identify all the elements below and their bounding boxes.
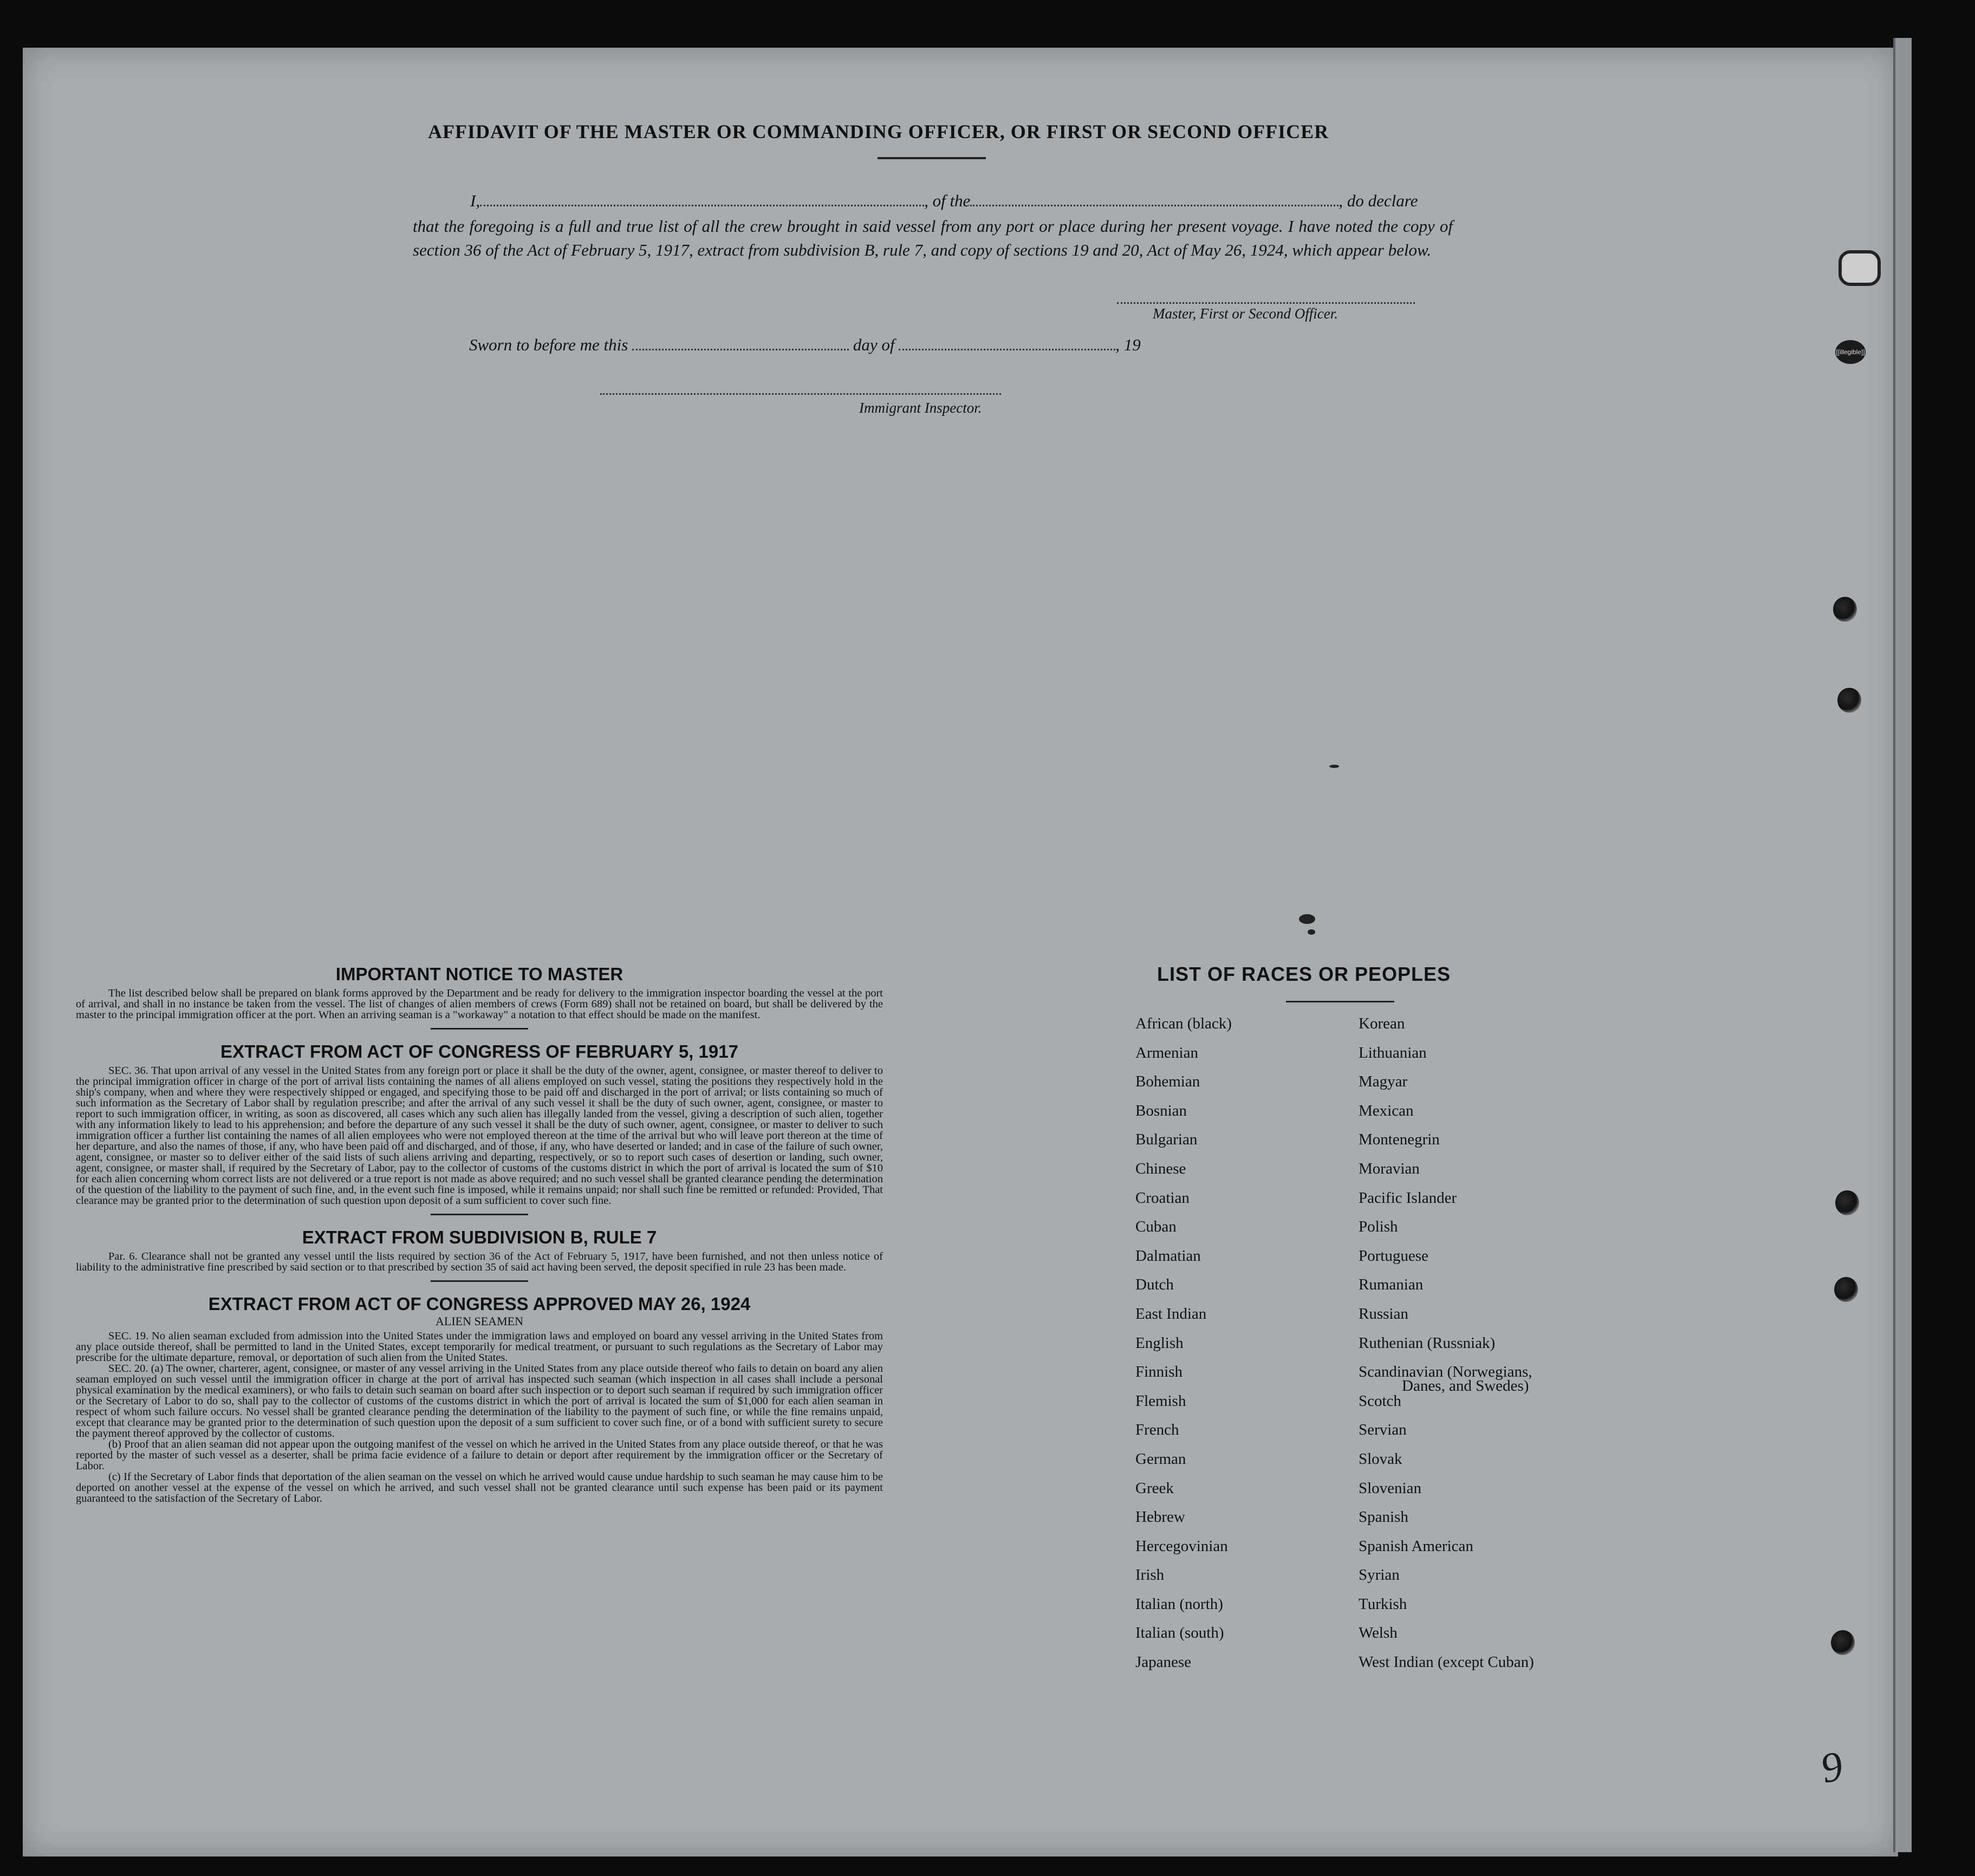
notice-master-heading: IMPORTANT NOTICE TO MASTER (335, 964, 623, 984)
race-item (1359, 1015, 1534, 1044)
race-label: Rumanian (1359, 1276, 1424, 1294)
race-item (1135, 1305, 1232, 1334)
race-item (1359, 1480, 1534, 1509)
stamp-mark: [[illegible]] (1835, 340, 1866, 364)
extract-1917-text: SEC. 36. That upon arrival of any vessel in the United States from any foreign port or place it shall be the duty of the owner, agent, consignee, or master thereof to deliver to the principal immigration officer in charge of the port of arrival lists containing the names of all aliens employed on such vessel, stating the positions they respectively hold in the ship's company, when and where they were respectively shipped or engaged, and specifying those to be paid off and discharged in the port of arrival; or lists containing so much of such information as the Secretary of Labor shall by regulation prescribe; and after the arrival of any such vessel it shall be the duty of such owner, agent, consignee, or master to report to such immigration officer, in writing, as soon as discovered, all cases which any such alien has illegally landed from the vessel, giving a description of such alien, together with any information likely to lead to his apprehension; and before the departure of any such vessel it shall be the duty of such owner, agent, consignee, or master to deliver to such immigration officer a further list containing the names of all alien employees who were not employed thereon at the time of the arrival but who will leave port thereon at the time of her departure, and also the names of those, if any, who have been paid off and discharged, and of those, if any, who have deserted or landed; and in case of the failure of such owner, agent, consignee, or master so to deliver either of the said lists of such aliens arriving and departing, respectively, or so to report such cases of desertion or landing, such owner, agent, consignee, or master shall, if required by the Secretary of Labor, pay to the collector of customs of the customs district in which the port of arrival is located the sum of $10 for each alien concerning whom correct lists are not delivered or a true report is not made as above required; and no such vessel shall be granted clearance pending the determination of the question of the liability to the payment of such fine, and, in the event such fine is imposed, while it remains unpaid; nor shall such fine be remitted or refunded: Provided, That clearance may be granted prior to the determination of such question upon deposit of a sum sufficient to cover such fine. (76, 1065, 883, 1207)
race-label: Magyar (1359, 1073, 1408, 1091)
punch-hole (1835, 1190, 1859, 1215)
race-item (1135, 1566, 1232, 1595)
signer-label: Master, First or Second Officer. (1153, 305, 1338, 322)
race-label: Pacific Islander (1359, 1189, 1457, 1207)
race-label: Italian (south) (1135, 1624, 1224, 1642)
race-label: Bohemian (1135, 1073, 1200, 1091)
race-item (1135, 1538, 1232, 1567)
sworn-label: Sworn to before me this (469, 335, 628, 354)
punch-hole (1837, 688, 1861, 713)
race-item (1359, 1218, 1534, 1247)
race-item (1359, 1305, 1534, 1334)
race-item (1135, 1392, 1232, 1422)
races-divider (1286, 1001, 1394, 1002)
punch-hole (1833, 597, 1857, 622)
declaration-text: that the foregoing is a full and true list of all the crew brought in said vessel from any port or place during her present voyage. I have noted the copy of section 36 of the Act of February 5, 1917, extract from subdivision B, rule 7, and copy of sections 19 and 20, Act of May 26, 1924, which appear below. (413, 217, 1453, 259)
race-label: Hebrew (1135, 1508, 1185, 1526)
race-item (1359, 1334, 1534, 1364)
race-item (1135, 1276, 1232, 1305)
race-item (1135, 1247, 1232, 1276)
do-declare-label: , do declare (1339, 191, 1418, 210)
declaration-line (470, 191, 1418, 211)
race-item (1359, 1566, 1534, 1595)
vessel-blank[interactable] (970, 191, 1339, 206)
race-label: Croatian (1135, 1189, 1190, 1207)
ink-speck (1329, 765, 1339, 768)
race-label: German (1135, 1450, 1186, 1468)
race-item (1135, 1160, 1232, 1189)
race-item (1135, 1363, 1232, 1392)
race-label: Slovak (1359, 1450, 1402, 1468)
race-item (1135, 1218, 1232, 1247)
race-item (1359, 1247, 1534, 1276)
race-item (1359, 1044, 1534, 1073)
race-label: Dutch (1135, 1276, 1174, 1294)
race-label: Spanish American (1359, 1537, 1473, 1555)
race-item (1359, 1538, 1534, 1567)
race-label: Lithuanian (1359, 1044, 1427, 1061)
inspector-signature-line[interactable] (600, 393, 1001, 395)
race-label: Moravian (1359, 1160, 1420, 1177)
race-item (1135, 1450, 1232, 1480)
extract-1924-sec19: SEC. 19. No alien seaman excluded from admission into the United States under the immigration laws and employed on board any vessel arriving in the United States from any place outside thereof, shall be permitted to land in the United States, except temporarily for medical treatment, or pursuant to such regulations as the Secretary of Labor may prescribe for the ultimate departure, removal, or deportation of such alien from the United States. (76, 1330, 883, 1364)
race-item (1135, 1480, 1232, 1509)
race-item (1135, 1653, 1232, 1683)
race-item (1359, 1276, 1534, 1305)
race-item (1359, 1189, 1534, 1219)
declaration-start: I, (470, 191, 480, 210)
race-label: East Indian (1135, 1305, 1207, 1323)
extract-rule7-heading: EXTRACT FROM SUBDIVISION B, RULE 7 (302, 1227, 657, 1247)
race-label: Slovenian (1359, 1479, 1421, 1497)
race-item (1359, 1653, 1534, 1683)
section-divider (431, 1214, 528, 1215)
race-label: Bulgarian (1135, 1131, 1198, 1149)
races-list-left (1135, 1015, 1232, 1683)
inspector-label: Immigrant Inspector. (859, 400, 982, 416)
extract-1924-heading: EXTRACT FROM ACT OF CONGRESS APPROVED MAY 26, 1924 (208, 1294, 751, 1314)
race-item (1135, 1073, 1232, 1102)
race-label: Polish (1359, 1218, 1398, 1236)
punch-hole (1834, 1277, 1858, 1302)
race-label: West Indian (except Cuban) (1359, 1653, 1534, 1671)
race-item (1359, 1421, 1534, 1450)
paper-clip (1838, 250, 1881, 286)
race-item (1359, 1392, 1534, 1422)
races-list-right (1359, 1015, 1534, 1683)
race-label: African (black) (1135, 1015, 1232, 1032)
race-item (1135, 1131, 1232, 1160)
notices-column (76, 964, 883, 1504)
race-item (1135, 1044, 1232, 1073)
race-item (1135, 1595, 1232, 1625)
race-item (1135, 1421, 1232, 1450)
race-label: Finnish (1135, 1363, 1183, 1381)
race-item (1359, 1595, 1534, 1625)
race-item (1359, 1450, 1534, 1480)
race-label: Mexican (1359, 1102, 1414, 1119)
race-label: English (1135, 1334, 1184, 1352)
section-divider (431, 1028, 528, 1030)
race-item (1135, 1624, 1232, 1653)
races-heading: LIST OF RACES OR PEOPLES (1157, 963, 1451, 985)
notice-master-text: The list described below shall be prepared on blank forms approved by the Department and be ready for delivery to the immigration inspector boarding the vessel at the port of arrival, and shall in no instance be taken from the vessel. The list of changes of alien members of crews (Form 689) shall not be retained on board, but shall be delivered by the master to the principal immigration officer at the port. When an arriving seaman is a "workaway" a notation to that effect should be made on the manifest. (76, 987, 883, 1021)
sworn-day-blank[interactable] (632, 335, 849, 350)
race-label: Portuguese (1359, 1247, 1428, 1265)
extract-1924-sec20b: (b) Proof that an alien seaman did not appear upon the outgoing manifest of the vessel on which he arrived in the United States from any place outside thereof, or that he was reported by the master of such vessel as a deserter, shall be prima facie evidence of a failure to detain or deport after requirement by the immigration officer or the Secretary of Labor. (76, 1438, 883, 1472)
race-label: Turkish (1359, 1595, 1407, 1613)
affidavit-title: AFFIDAVIT OF THE MASTER OR COMMANDING OFFICER, OR FIRST OR SECOND OFFICER (428, 121, 1329, 142)
race-label: Italian (north) (1135, 1595, 1223, 1613)
race-label: Syrian (1359, 1566, 1400, 1584)
document-page (23, 48, 1898, 1857)
race-label: Korean (1359, 1015, 1405, 1032)
sworn-line (469, 335, 1141, 355)
race-label: Japanese (1135, 1653, 1192, 1671)
race-item (1135, 1189, 1232, 1219)
extract-1924-sec20c: (c) If the Secretary of Labor finds that deportation of the alien seaman on the vessel on which he arrived would cause undue hardship to such seaman he may cause him to be deported on another vessel at the expense of the vessel on which he arrived, and such vessel shall not be granted clearance until such expense has been paid or its payment guaranteed to the satisfaction of the Secretary of Labor. (76, 1471, 883, 1504)
race-label: French (1135, 1421, 1179, 1439)
race-label: Flemish (1135, 1392, 1186, 1410)
handwritten-page-number: 9 (1816, 1741, 1847, 1793)
race-label: Servian (1359, 1421, 1407, 1439)
race-item (1135, 1102, 1232, 1131)
race-item (1135, 1334, 1232, 1364)
name-blank[interactable] (480, 191, 924, 206)
extract-1924-subheading: ALIEN SEAMEN (436, 1314, 523, 1328)
section-divider (431, 1280, 528, 1282)
race-label: Welsh (1359, 1624, 1398, 1642)
race-label: Ruthenian (Russniak) (1359, 1334, 1496, 1352)
ink-speck (1299, 914, 1315, 924)
race-label: Hercegovinian (1135, 1537, 1228, 1555)
signature-line[interactable] (1117, 302, 1415, 304)
page-edge (1893, 38, 1912, 1852)
extract-1924-sec20a: SEC. 20. (a) The owner, charterer, agent, consignee, or master of any vessel arriving in the United States from any place outside thereof who fails to detain on board any alien seaman employed on such vessel until the immigration officer in charge at the port of arrival has inspected such seaman (which inspection in all cases shall include a personal physical examination by the medical examiners), or who fails to detain such seaman on board after such inspection or to deport such seaman if required by such immigration officer or the Secretary of Labor to do so, shall pay to the collector of customs of the customs district in which the port of arrival is located the sum of $1,000 for each alien seaman in respect of whom such failure occurs. No vessel shall be granted clearance pending the determination of the liability to the payment of such fine, or while the fine remains unpaid, except that clearance may be granted prior to the determination of such question upon the deposit of a sum sufficient to cover such fine, or of a bond with sufficient surety to secure the payment thereof approved by the collector of customs. (76, 1363, 883, 1439)
race-label: Irish (1135, 1566, 1165, 1584)
race-item (1359, 1508, 1534, 1538)
race-label: Spanish (1359, 1508, 1408, 1526)
race-label: Scotch (1359, 1392, 1401, 1410)
race-item (1359, 1131, 1534, 1160)
sworn-month-blank[interactable] (899, 335, 1115, 350)
race-label: Greek (1135, 1479, 1174, 1497)
race-item (1359, 1102, 1534, 1131)
race-item (1135, 1015, 1232, 1044)
year-label: , 19 (1115, 335, 1141, 354)
race-item (1359, 1160, 1534, 1189)
race-label: Cuban (1135, 1218, 1177, 1236)
race-label: Montenegrin (1359, 1131, 1440, 1149)
race-label: Scandinavian (Norwegians, (1359, 1363, 1532, 1381)
race-label: Russian (1359, 1305, 1408, 1323)
race-label: Chinese (1135, 1160, 1186, 1177)
race-item (1359, 1073, 1534, 1102)
punch-hole (1831, 1630, 1855, 1655)
race-label: Armenian (1135, 1044, 1198, 1061)
race-label: Bosnian (1135, 1102, 1187, 1119)
race-label: Dalmatian (1135, 1247, 1201, 1265)
of-the-label: , of the (924, 191, 971, 210)
race-item (1135, 1508, 1232, 1538)
day-of-label: day of (853, 335, 895, 354)
extract-rule7-text: Par. 6. Clearance shall not be granted any vessel until the lists required by section 36 of the Act of February 5, 1917, have been furnished, and not then unless notice of liability to the administrative fine prescribed by said section or to that prescribed by section 35 of said act having been served, the deposit specified in rule 23 has been made. (76, 1250, 883, 1273)
race-item (1359, 1363, 1534, 1395)
race-item (1359, 1624, 1534, 1653)
title-divider (878, 157, 986, 159)
race-label-continuation: Danes, and Swedes) (1402, 1377, 1529, 1395)
extract-1917-heading: EXTRACT FROM ACT OF CONGRESS OF FEBRUARY 5, 1917 (220, 1041, 738, 1061)
ink-speck (1308, 929, 1315, 935)
